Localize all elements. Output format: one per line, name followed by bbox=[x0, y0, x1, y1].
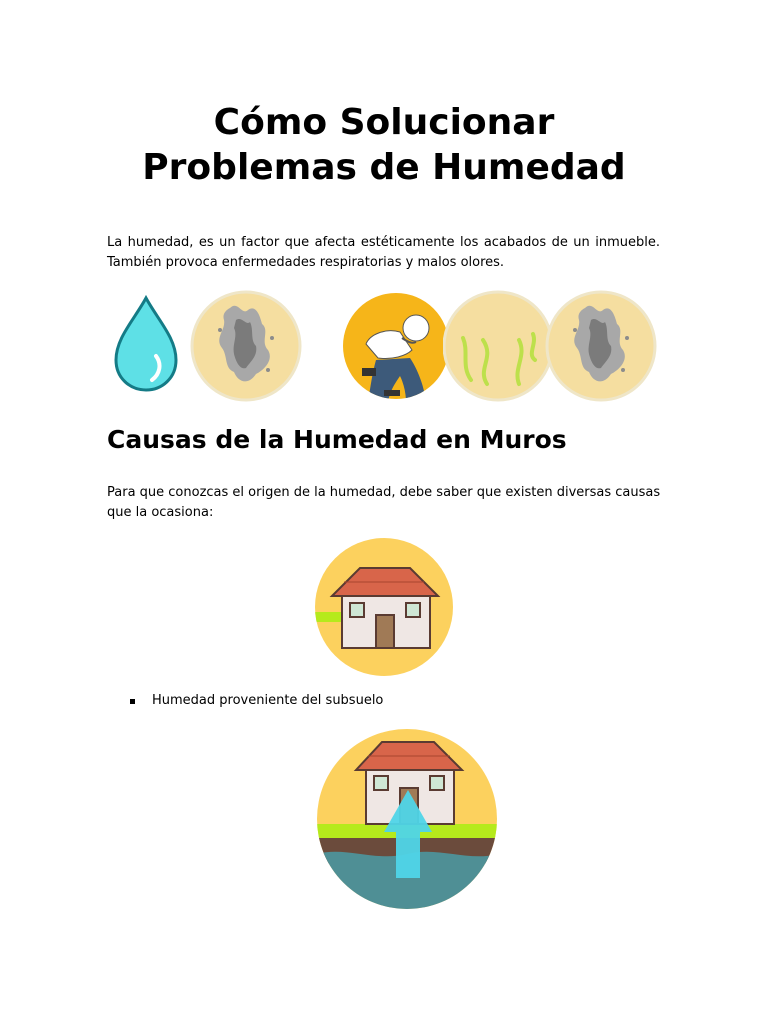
wall-stain-icon bbox=[545, 290, 657, 402]
bad-smell-person-icon bbox=[342, 290, 450, 402]
humidity-icons-row bbox=[0, 288, 768, 408]
causes-paragraph: Para que conozcas el origen de la humedad, debe saber que existen diversas causas que la ocasiona: bbox=[107, 485, 661, 520]
page-title bbox=[84, 100, 684, 190]
wall-stain-icon bbox=[190, 290, 302, 402]
intro-line-2: También provoca enfermedades respiratorias y malos olores. bbox=[107, 255, 505, 270]
bullet-square-icon bbox=[130, 699, 135, 704]
water-drop-icon bbox=[112, 294, 180, 394]
list-item-label: Humedad proveniente del subsuelo bbox=[152, 693, 384, 708]
title-line-2: Problemas de Humedad bbox=[142, 147, 626, 188]
list-item bbox=[130, 691, 383, 711]
intro-line-1: La humedad, es un factor que afecta estéticamente los acabados de un inmueble. bbox=[107, 235, 660, 250]
rising-damp-house-icon bbox=[316, 728, 498, 910]
causes-heading: Causas de la Humedad en Muros bbox=[107, 425, 567, 454]
title-line-1: Cómo Solucionar bbox=[213, 102, 555, 143]
intro-paragraph bbox=[107, 233, 660, 273]
house-icon bbox=[314, 536, 454, 678]
mold-icon bbox=[443, 290, 553, 402]
